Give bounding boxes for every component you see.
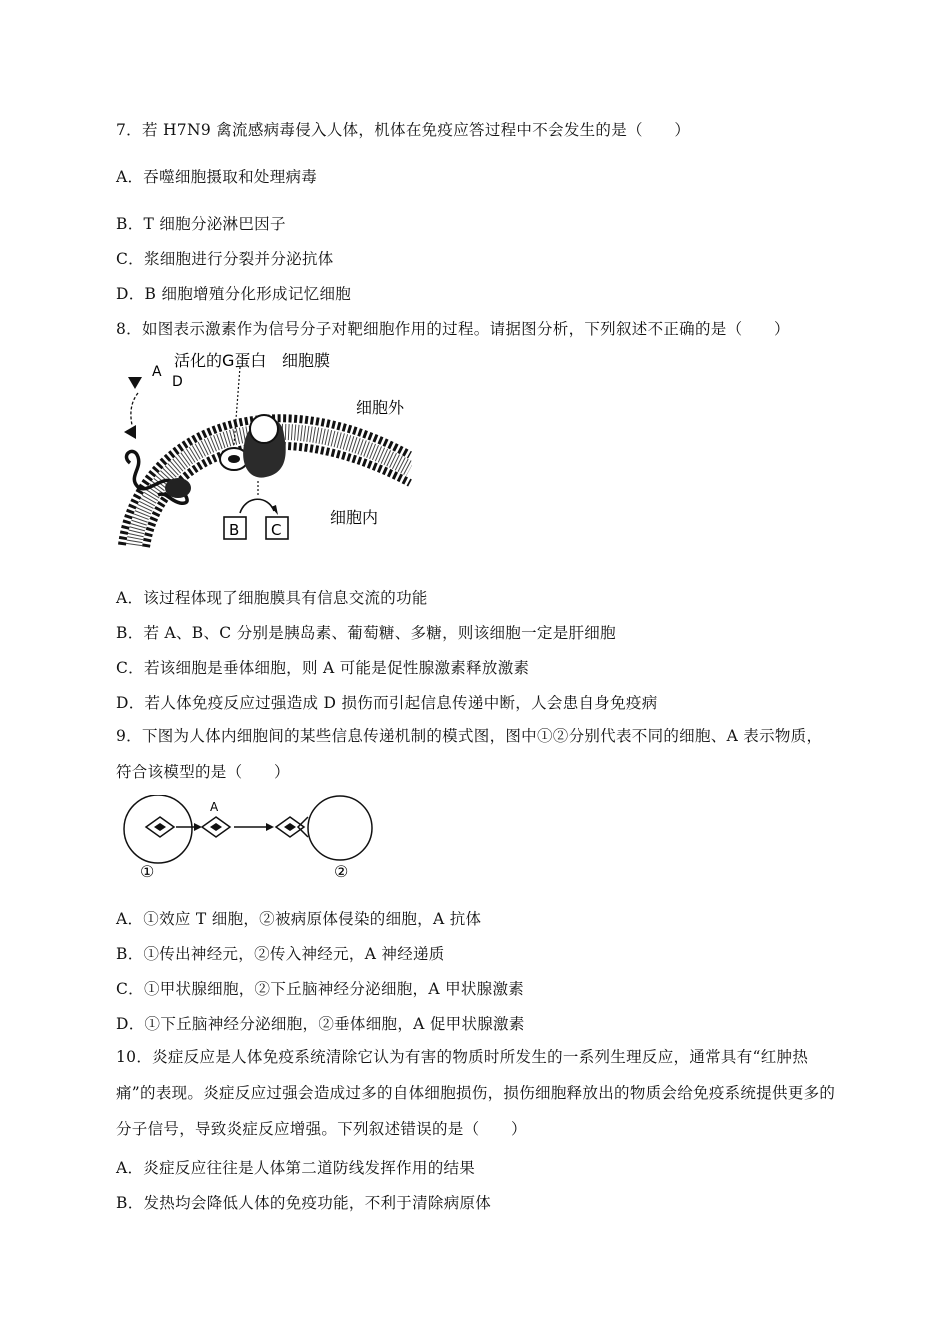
receptor-d-base [165, 478, 191, 498]
q8-stem: 8．如图表示激素作为信号分子对靶细胞作用的过程。请据图分析，下列叙述不正确的是（ ） [116, 320, 790, 338]
effector-enzyme-cap [250, 415, 278, 443]
q7-option-a: A．吞噬细胞摄取和处理病毒 [116, 168, 318, 186]
q10-option-a: A．炎症反应往往是人体第二道防线发挥作用的结果 [116, 1159, 476, 1177]
transport-arrowhead [266, 823, 274, 831]
hormone-arrow [131, 393, 138, 425]
label-cell-2: ② [334, 862, 349, 881]
q9-signal-figure [116, 795, 376, 887]
q7-option-c: C．浆细胞进行分裂并分泌抗体 [116, 250, 334, 268]
q8-option-c: C．若该细胞是垂体细胞，则 A 可能是促性腺激素释放激素 [116, 659, 530, 677]
q8-option-a: A．该过程体现了细胞膜具有信息交流的功能 [116, 589, 428, 607]
q10-option-b: B．发热均会降低人体的免疫功能，不利于清除病原体 [116, 1194, 492, 1212]
label-d: D [172, 374, 183, 390]
hormone-a-triangle [128, 377, 142, 389]
g-protein-inner [228, 455, 240, 463]
q10-stem: 10．炎症反应是人体免疫系统清除它认为有害的物质时所发生的一系列生理反应，通常具有“红肿热痛”的表现。炎症反应过强会造成过多的自体细胞损伤，损伤细胞释放出的物质会给免疫系统提供更多的分子信号，导致炎症反应增强。下列叙述错误的是（ ） [116, 1048, 836, 1138]
hormone-a-bound [124, 425, 136, 439]
conversion-arrow [240, 499, 274, 513]
q9-option-b: B．①传出神经元，②传入神经元，A 神经递质 [116, 945, 445, 963]
q8-membrane-figure [116, 345, 412, 550]
label-inside: 细胞内 [330, 508, 379, 527]
q8-option-d: D．若人体免疫反应过强造成 D 损伤而引起信息传递中断，人会患自身免疫病 [116, 694, 658, 712]
label-a-substance: A [210, 800, 219, 814]
label-cell-1: ① [140, 862, 155, 881]
label-outside: 细胞外 [356, 398, 405, 417]
label-membrane: 细胞膜 [282, 351, 331, 370]
q9-option-d: D．①下丘脑神经分泌细胞，②垂体细胞，A 促甲状腺激素 [116, 1015, 525, 1033]
label-g-protein: 活化的G蛋白 [174, 351, 267, 370]
q9-option-c: C．①甲状腺细胞，②下丘脑神经分泌细胞，A 甲状腺激素 [116, 980, 525, 998]
q8-option-b: B．若 A、B、C 分别是胰岛素、葡萄糖、多糖，则该细胞一定是肝细胞 [116, 624, 616, 642]
label-b: B [229, 521, 240, 539]
q9-option-a: A．①效应 T 细胞，②被病原体侵染的细胞，A 抗体 [116, 910, 482, 928]
label-a: A [152, 364, 162, 380]
q9-stem: 9．下图为人体内细胞间的某些信息传递机制的模式图，图中①②分别代表不同的细胞、A 表示物质，符合该模型的是（ ） [116, 727, 823, 781]
cell-2 [308, 796, 372, 860]
q7-stem: 7．若 H7N9 禽流感病毒侵入人体，机体在免疫应答过程中不会发生的是（ ） [116, 121, 691, 139]
label-c: C [271, 521, 282, 539]
q7-option-d: D．B 细胞增殖分化形成记忆细胞 [116, 285, 352, 303]
q7-option-b: B．T 细胞分泌淋巴因子 [116, 215, 286, 233]
